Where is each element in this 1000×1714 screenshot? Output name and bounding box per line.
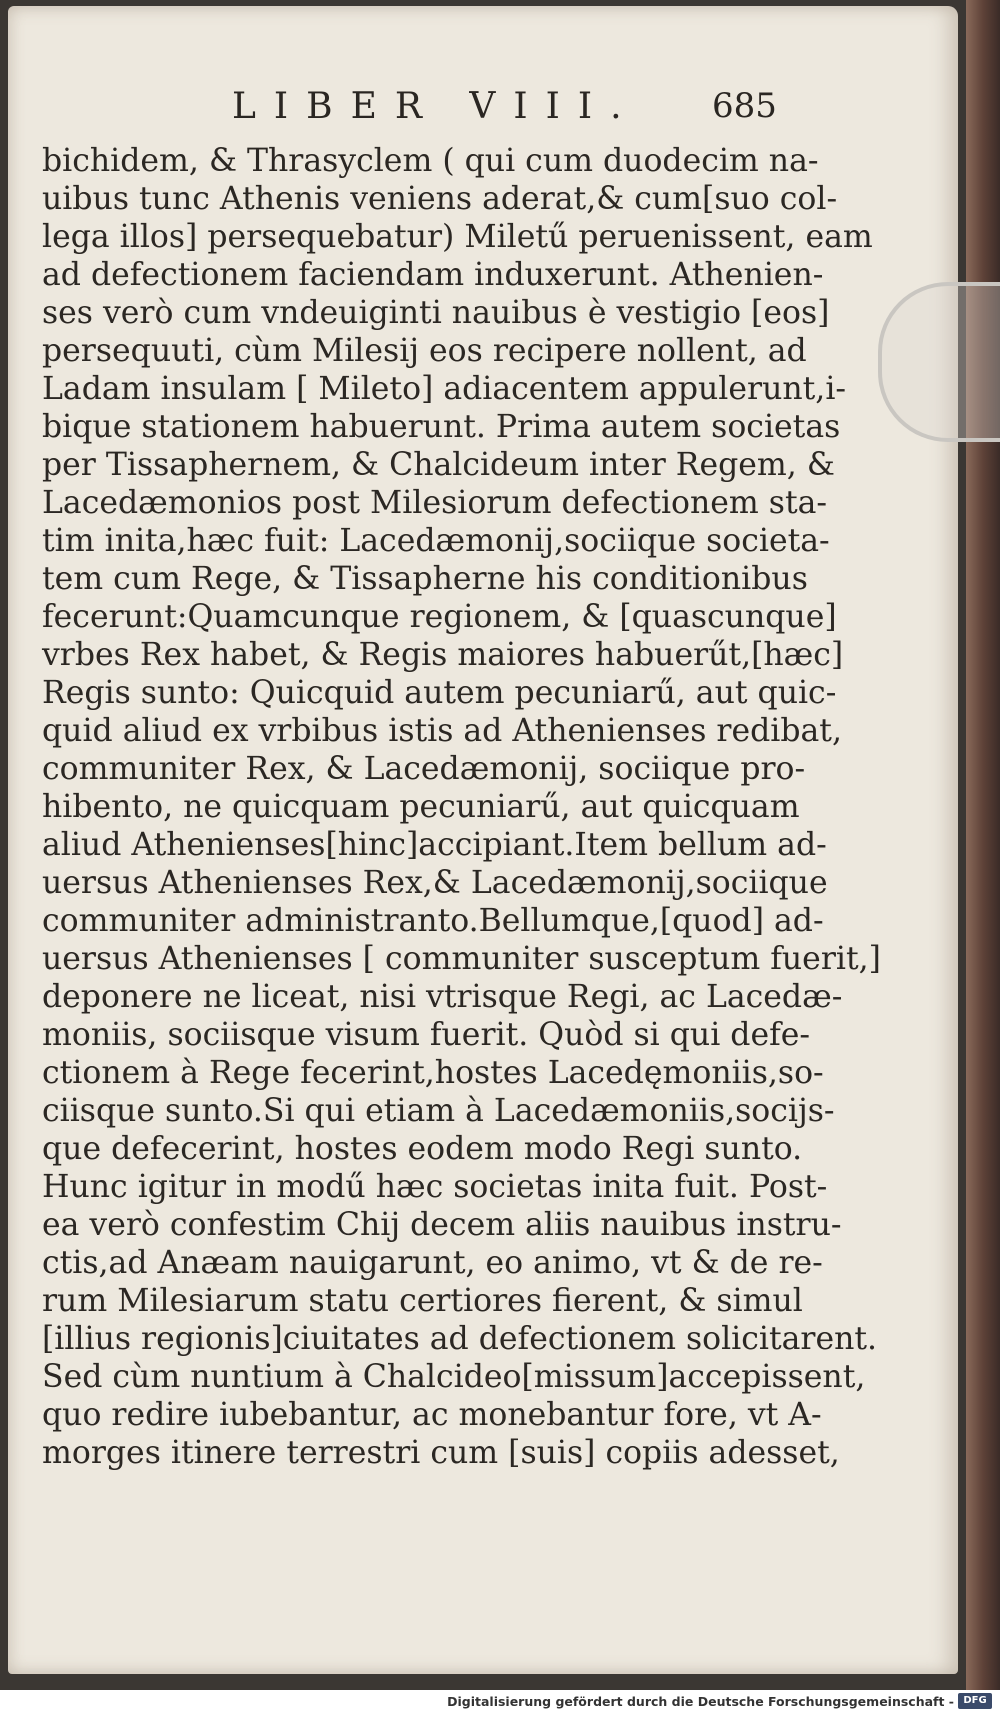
book-page [8, 6, 958, 1674]
text-line: lega illos] persequebatur) Miletű peruenissent, eam [42, 219, 873, 255]
text-line: communiter Rex, & Lacedæmonij, sociique pro- [42, 751, 806, 787]
text-line: vrbes Rex habet, & Regis maiores habuerűt,[hæc] [42, 637, 844, 673]
text-line: Hunc igitur in modű hæc societas inita fuit. Post- [42, 1169, 828, 1205]
page-number: 685 [712, 86, 777, 126]
page-header [8, 86, 958, 136]
text-line: Lacedæmonios post Milesiorum defectionem sta- [42, 485, 828, 521]
text-line: persequuti, cùm Milesij eos recipere nollent, ad [42, 333, 807, 369]
text-line: tem cum Rege, & Tissapherne his conditionibus [42, 561, 808, 597]
text-line: ctionem à Rege fecerint,hostes Lacedęmoniis,so- [42, 1055, 824, 1091]
text-line: per Tissaphernem, & Chalcideum inter Regem, & [42, 447, 835, 483]
text-line: rum Milesiarum statu certiores fierent, & simul [42, 1283, 803, 1319]
dfg-logo: DFG [958, 1693, 992, 1709]
text-line: tim inita,hæc fuit: Lacedæmonij,sociique societa- [42, 523, 830, 559]
text-line: communiter administranto.Bellumque,[quod] ad- [42, 903, 824, 939]
text-line: uersus Athenienses Rex,& Lacedæmonij,sociique [42, 865, 828, 901]
text-line: ea verò confestim Chij decem aliis nauibus instru- [42, 1207, 842, 1243]
text-line: hibento, ne quicquam pecuniarű, aut quicquam [42, 789, 800, 825]
text-line: Sed cùm nuntium à Chalcideo[missum]accepissent, [42, 1359, 866, 1395]
text-line: uibus tunc Athenis veniens aderat,& cum[suo col- [42, 181, 838, 217]
text-line: uersus Athenienses [ communiter susceptum fuerit,] [42, 941, 881, 977]
funding-note: Digitalisierung gefördert durch die Deutsche Forschungsgemeinschaft - [447, 1694, 954, 1709]
text-line: que defecerint, hostes eodem modo Regi sunto. [42, 1131, 803, 1167]
text-line: moniis, sociisque visum fuerit. Quòd si qui defe- [42, 1017, 811, 1053]
text-line: morges itinere terrestri cum [suis] copiis adesset, [42, 1435, 840, 1471]
text-line: quo redire iubebantur, ac monebantur fore, vt A- [42, 1397, 822, 1433]
page-edge [966, 0, 1000, 1690]
text-line: deponere ne liceat, nisi vtrisque Regi, ac Lacedæ- [42, 979, 843, 1015]
text-line: ses verò cum vndeuiginti nauibus è vestigio [eos] [42, 295, 830, 331]
text-line: fecerunt:Quamcunque regionem, & [quascunque] [42, 599, 837, 635]
text-line: [illius regionis]ciuitates ad defectionem solicitarent. [42, 1321, 878, 1357]
ribbon-tab [878, 282, 1000, 442]
text-line: ad defectionem faciendam induxerunt. Athenien- [42, 257, 824, 293]
text-line: ctis,ad Anæam nauigarunt, eo animo, vt & de re- [42, 1245, 823, 1281]
footer-bar [0, 1690, 1000, 1714]
text-line: Regis sunto: Quicquid autem pecuniarű, aut quic- [42, 675, 837, 711]
text-line: quid aliud ex vrbibus istis ad Athenienses redibat, [42, 713, 842, 749]
text-line: aliud Athenienses[hinc]accipiant.Item bellum ad- [42, 827, 827, 863]
text-line: bique stationem habuerunt. Prima autem societas [42, 409, 841, 445]
text-line: bichidem, & Thrasyclem ( qui cum duodecim na- [42, 143, 819, 179]
running-title: LIBER VIII. [232, 86, 640, 127]
body-text [42, 142, 881, 1472]
text-line: ciisque sunto.Si qui etiam à Lacedæmoniis,socijs- [42, 1093, 835, 1129]
text-line: Ladam insulam [ Mileto] adiacentem appulerunt,i- [42, 371, 847, 407]
